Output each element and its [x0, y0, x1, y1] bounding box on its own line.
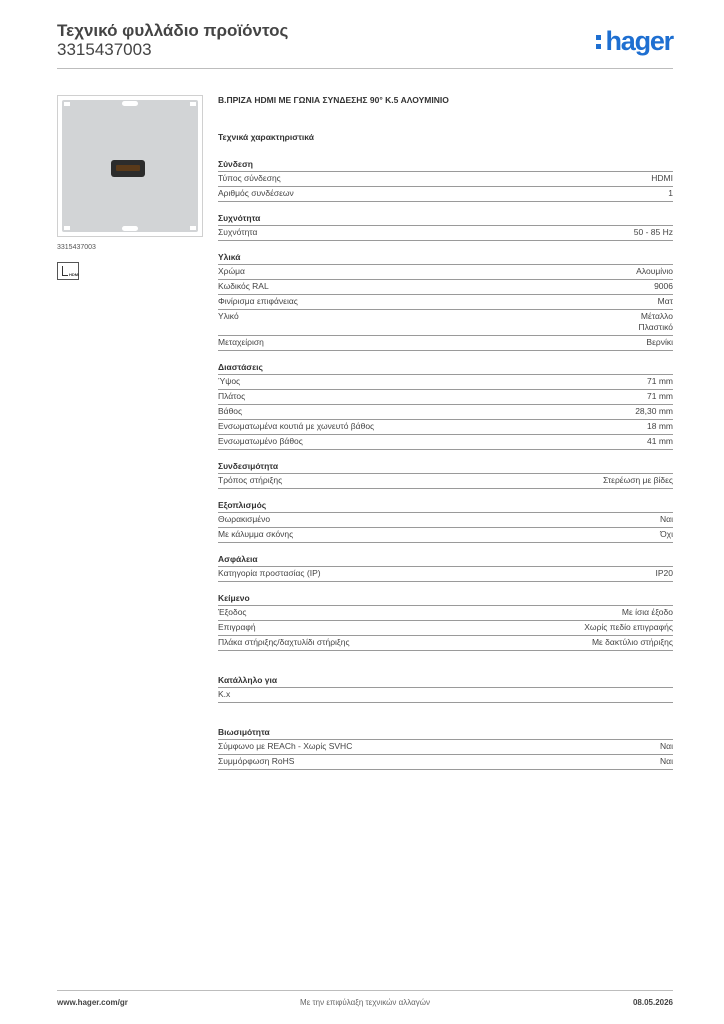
footer-date: 08.05.2026 — [632, 998, 673, 1007]
section-equipment — [218, 498, 673, 543]
spec-row — [218, 434, 673, 450]
spec-value: Μέταλλο — [640, 311, 673, 321]
spec-value: 41 mm — [647, 436, 673, 446]
spec-row — [218, 635, 673, 651]
section-title: Διαστάσεις — [218, 362, 263, 372]
section-materials — [218, 250, 673, 351]
website-link[interactable]: www.hager.com/gr — [57, 998, 128, 1007]
spec-content — [218, 94, 673, 779]
spec-label: Τρόπος στήριξης — [218, 475, 283, 485]
spec-row — [218, 374, 673, 389]
spec-value: Με δακτύλιο στήριξης — [591, 637, 673, 647]
footer-disclaimer: Με την επιφύλαξη τεχνικών αλλαγών — [300, 998, 430, 1007]
spec-value: Αλουμίνιο — [636, 266, 673, 276]
spec-label: K.x — [218, 689, 231, 699]
spec-value: 9006 — [654, 281, 673, 291]
spec-row — [218, 171, 673, 186]
spec-row — [218, 264, 673, 279]
spec-row — [218, 309, 673, 335]
section-title: Υλικά — [218, 252, 241, 262]
spec-row — [218, 294, 673, 309]
spec-label: Συχνότητα — [218, 227, 258, 237]
section-title: Ασφάλεια — [218, 554, 258, 564]
spec-row — [218, 512, 673, 527]
spec-label: Βάθος — [218, 406, 243, 416]
spec-label: Σύμφωνο με REACh - Χωρίς SVHC — [218, 741, 353, 751]
spec-label: Χρώμα — [218, 266, 245, 276]
spec-value: 18 mm — [647, 421, 673, 431]
spec-row — [218, 419, 673, 434]
spec-value: 28,30 mm — [635, 406, 673, 416]
hager-logo — [596, 26, 673, 56]
section-title: Εξοπλισμός — [218, 500, 267, 510]
spec-label: Ενσωματωμένα κουτιά με χωνευτό βάθος — [218, 421, 375, 431]
spec-row — [218, 225, 673, 241]
spec-row — [218, 404, 673, 419]
spec-row — [218, 186, 673, 202]
spec-label: Θωρακισμένο — [218, 514, 271, 524]
section-title: Βιωσιμότητα — [218, 727, 270, 737]
spec-label: Με κάλυμμα σκόνης — [218, 529, 294, 539]
spec-label: Συμμόρφωση RoHS — [218, 756, 295, 766]
spec-row — [218, 527, 673, 543]
spec-value: Βερνίκι — [646, 337, 673, 347]
spec-row — [218, 473, 673, 489]
hdmi-port-icon — [111, 160, 145, 177]
spec-label: Φινίρισμα επιφάνειας — [218, 296, 298, 306]
section-connectivity — [218, 459, 673, 489]
logo-text: hager — [605, 26, 673, 56]
spec-value: Ναι — [660, 756, 673, 766]
hdmi-symbol-icon — [57, 262, 79, 280]
spec-value: 71 mm — [647, 391, 673, 401]
spec-row — [218, 335, 673, 351]
spec-value: IP20 — [655, 568, 673, 578]
spec-value: Στερέωση με βίδες — [602, 475, 673, 485]
spec-label: Αριθμός συνδέσεων — [218, 188, 294, 198]
spec-value: 71 mm — [647, 376, 673, 386]
section-safety — [218, 552, 673, 582]
spec-value: Όχι — [660, 529, 673, 539]
spec-row — [218, 754, 673, 770]
spec-label: Κατηγορία προστασίας (IP) — [218, 568, 321, 578]
section-title: Συχνότητα — [218, 213, 261, 223]
spec-row — [218, 279, 673, 294]
spec-value: 1 — [668, 188, 673, 198]
spec-row — [218, 389, 673, 404]
spec-label: Κωδικός RAL — [218, 281, 269, 291]
spec-value: 50 - 85 Hz — [633, 227, 673, 237]
section-dimensions — [218, 360, 673, 450]
section-connection — [218, 157, 673, 202]
spec-value: Ναι — [660, 514, 673, 524]
spec-label: Τύπος σύνδεσης — [218, 173, 281, 183]
product-name: B.ΠΡΙΖΑ HDMI ΜΕ ΓΩΝΙΑ ΣΥΝΔΕΣΗΣ 90° K.5 ΑΛΟΥΜΙΝΙΟ — [218, 95, 449, 105]
header-divider — [57, 68, 673, 69]
spec-value: Με ίσια έξοδο — [621, 607, 673, 617]
spec-label: Υλικό — [218, 311, 239, 321]
page-header — [57, 20, 673, 70]
hdmi-symbol-label: HDMI — [69, 272, 80, 277]
spec-row — [218, 687, 673, 703]
section-text — [218, 591, 673, 651]
spec-value: Ναι — [660, 741, 673, 751]
page-footer — [57, 998, 673, 1010]
spec-row — [218, 739, 673, 754]
spec-label: Έξοδος — [218, 607, 247, 617]
section-sustainability — [218, 725, 673, 770]
spec-row — [218, 620, 673, 635]
spec-label: Πλάκα στήριξης/δαχτυλίδι στήριξης — [218, 637, 350, 647]
spec-value: Ματ — [657, 296, 673, 306]
spec-label: Ύψος — [218, 376, 241, 386]
logo-dots-icon — [596, 34, 602, 50]
section-title: Σύνδεση — [218, 159, 253, 169]
spec-value: Χωρίς πεδίο επιγραφής — [584, 622, 673, 632]
image-caption: 3315437003 — [57, 244, 96, 251]
product-number: 3315437003 — [57, 40, 152, 59]
spec-label: Πλάτος — [218, 391, 246, 401]
spec-heading: Τεχνικά χαρακτηριστικά — [218, 132, 314, 142]
spec-row — [218, 566, 673, 582]
spec-row — [218, 605, 673, 620]
spec-label: Επιγραφή — [218, 622, 256, 632]
product-image — [57, 95, 203, 237]
spec-value: Πλαστικό — [638, 322, 673, 332]
section-title: Κατάλληλο για — [218, 675, 278, 685]
socket-plate-image — [62, 100, 198, 232]
spec-value: HDMI — [651, 173, 673, 183]
section-frequency — [218, 211, 673, 241]
spec-value-multi — [638, 311, 673, 333]
section-title: Συνδεσιμότητα — [218, 461, 279, 471]
section-title: Κείμενο — [218, 593, 250, 603]
footer-divider — [57, 990, 673, 991]
section-suitable-for — [218, 673, 673, 703]
spec-label: Ενσωματωμένο βάθος — [218, 436, 303, 446]
spec-label: Μεταχείριση — [218, 337, 264, 347]
document-title: Τεχνικό φυλλάδιο προϊόντος — [57, 21, 289, 40]
